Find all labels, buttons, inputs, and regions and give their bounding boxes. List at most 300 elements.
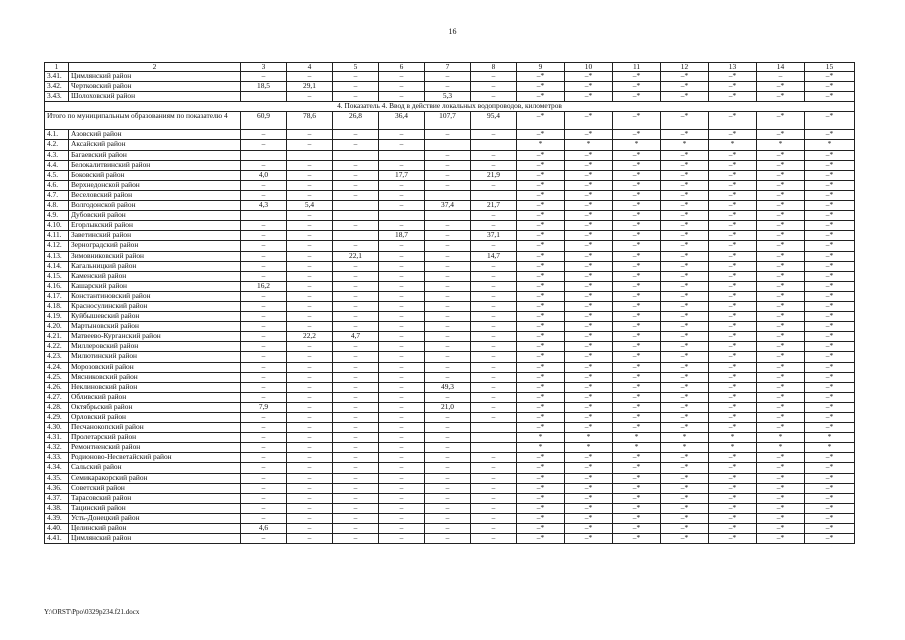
value-cell: – <box>287 72 333 82</box>
value-cell: –* <box>805 483 855 493</box>
value-cell: – <box>379 524 425 534</box>
table-row <box>45 231 855 241</box>
table-row <box>45 342 855 352</box>
row-index: 3.41. <box>45 72 69 82</box>
value-cell: –* <box>709 342 757 352</box>
value-cell: –* <box>709 322 757 332</box>
value-cell: – <box>379 82 425 92</box>
total-value-cell: 78,6 <box>287 112 333 130</box>
total-value-cell: 107,7 <box>425 112 471 130</box>
value-cell: –* <box>709 372 757 382</box>
value-cell: – <box>379 392 425 402</box>
value-cell: –* <box>805 211 855 221</box>
row-index: 4.28. <box>45 402 69 412</box>
value-cell: – <box>471 473 517 483</box>
value-cell: – <box>379 443 425 453</box>
table-row <box>45 352 855 362</box>
value-cell: – <box>241 180 287 190</box>
value-cell: –* <box>709 473 757 483</box>
value-cell: – <box>379 92 425 102</box>
value-cell: –* <box>517 413 565 423</box>
value-cell: – <box>471 392 517 402</box>
value-cell: –* <box>661 503 709 513</box>
row-index: 4.17. <box>45 291 69 301</box>
value-cell: – <box>471 322 517 332</box>
value-cell: –* <box>565 372 613 382</box>
value-cell: – <box>241 231 287 241</box>
value-cell: – <box>425 332 471 342</box>
row-index: 4.13. <box>45 251 69 261</box>
table-row <box>45 92 855 102</box>
value-cell: –* <box>805 453 855 463</box>
value-cell: –* <box>757 423 805 433</box>
value-cell: –* <box>565 190 613 200</box>
value-cell: –* <box>565 413 613 423</box>
value-cell: –* <box>661 332 709 342</box>
value-cell: – <box>471 150 517 160</box>
value-cell: – <box>287 362 333 372</box>
value-cell: – <box>471 312 517 322</box>
value-cell: –* <box>757 402 805 412</box>
value-cell: –* <box>757 513 805 523</box>
value-cell <box>333 231 379 241</box>
column-header: 11 <box>613 63 661 72</box>
value-cell: – <box>425 352 471 362</box>
value-cell: – <box>425 524 471 534</box>
value-cell: –* <box>565 322 613 332</box>
value-cell: –* <box>517 372 565 382</box>
value-cell: –* <box>613 423 661 433</box>
value-cell: – <box>333 170 379 180</box>
value-cell: – <box>287 483 333 493</box>
value-cell: –* <box>805 372 855 382</box>
value-cell: –* <box>805 473 855 483</box>
section-title: 4. Показатель 4. Ввод в действие локальных водопроводов, километров <box>45 102 855 112</box>
row-index: 4.30. <box>45 423 69 433</box>
row-index: 4.26. <box>45 382 69 392</box>
value-cell: – <box>379 372 425 382</box>
row-index: 4.6. <box>45 180 69 190</box>
data-table <box>44 62 855 544</box>
value-cell: –* <box>805 231 855 241</box>
table-row <box>45 160 855 170</box>
value-cell: – <box>241 241 287 251</box>
value-cell: –* <box>709 92 757 102</box>
value-cell: –* <box>517 524 565 534</box>
table-row <box>45 513 855 523</box>
value-cell: –* <box>517 201 565 211</box>
value-cell: –* <box>517 463 565 473</box>
value-cell: –* <box>805 524 855 534</box>
value-cell: – <box>425 82 471 92</box>
value-cell: –* <box>805 402 855 412</box>
value-cell: –* <box>613 473 661 483</box>
value-cell: –* <box>661 170 709 180</box>
row-index: 4.19. <box>45 312 69 322</box>
row-index: 4.5. <box>45 170 69 180</box>
value-cell: – <box>471 524 517 534</box>
value-cell: – <box>379 433 425 443</box>
value-cell: –* <box>613 170 661 180</box>
value-cell: –* <box>565 524 613 534</box>
district-name: Тарасовский район <box>69 493 241 503</box>
district-name: Морозовский район <box>69 362 241 372</box>
value-cell: – <box>471 402 517 412</box>
district-name: Ремонтненский район <box>69 443 241 453</box>
value-cell: –* <box>805 534 855 544</box>
value-cell: –* <box>661 221 709 231</box>
value-cell: –* <box>517 261 565 271</box>
row-index: 4.24. <box>45 362 69 372</box>
value-cell: – <box>241 221 287 231</box>
value-cell: –* <box>661 423 709 433</box>
value-cell: –* <box>613 392 661 402</box>
value-cell: –* <box>805 322 855 332</box>
table-row <box>45 382 855 392</box>
value-cell: – <box>333 443 379 453</box>
value-cell <box>241 211 287 221</box>
value-cell: –* <box>613 312 661 322</box>
value-cell: –* <box>709 180 757 190</box>
column-header: 8 <box>471 63 517 72</box>
value-cell: 16,2 <box>241 281 287 291</box>
value-cell: – <box>379 130 425 140</box>
value-cell: –* <box>757 524 805 534</box>
district-name: Аксайский район <box>69 140 241 150</box>
value-cell: * <box>709 443 757 453</box>
value-cell: –* <box>757 312 805 322</box>
district-name: Мартыновский район <box>69 322 241 332</box>
row-index: 4.33. <box>45 453 69 463</box>
value-cell: 29,1 <box>287 82 333 92</box>
value-cell: – <box>471 493 517 503</box>
value-cell: –* <box>661 402 709 412</box>
value-cell: –* <box>517 301 565 311</box>
value-cell: – <box>241 453 287 463</box>
value-cell: – <box>287 251 333 261</box>
value-cell: – <box>333 312 379 322</box>
value-cell: –* <box>805 463 855 473</box>
value-cell: –* <box>661 291 709 301</box>
table-row <box>45 130 855 140</box>
column-header: 15 <box>805 63 855 72</box>
value-cell: –* <box>661 342 709 352</box>
total-value-cell: 60,9 <box>241 112 287 130</box>
value-cell: –* <box>805 392 855 402</box>
value-cell: – <box>471 483 517 493</box>
value-cell: – <box>425 413 471 423</box>
value-cell: – <box>287 453 333 463</box>
value-cell: –* <box>613 493 661 503</box>
value-cell: 4,0 <box>241 170 287 180</box>
table-row <box>45 140 855 150</box>
total-value-cell: –* <box>517 112 565 130</box>
value-cell <box>241 92 287 102</box>
value-cell: –* <box>613 372 661 382</box>
value-cell: –* <box>805 382 855 392</box>
row-index: 4.7. <box>45 190 69 200</box>
table-row <box>45 82 855 92</box>
value-cell: – <box>241 291 287 301</box>
column-header: 9 <box>517 63 565 72</box>
value-cell: –* <box>517 72 565 82</box>
value-cell: – <box>471 301 517 311</box>
value-cell: – <box>241 271 287 281</box>
value-cell: –* <box>517 180 565 190</box>
value-cell: 17,7 <box>379 170 425 180</box>
value-cell: –* <box>565 463 613 473</box>
value-cell: – <box>379 332 425 342</box>
value-cell: –* <box>661 362 709 372</box>
value-cell: * <box>757 140 805 150</box>
value-cell: –* <box>565 92 613 102</box>
value-cell: – <box>333 513 379 523</box>
value-cell: –* <box>805 513 855 523</box>
district-name: Неклиновский район <box>69 382 241 392</box>
value-cell: – <box>471 342 517 352</box>
value-cell: –* <box>565 150 613 160</box>
value-cell: – <box>379 221 425 231</box>
column-header: 12 <box>661 63 709 72</box>
value-cell: – <box>333 130 379 140</box>
value-cell: –* <box>613 332 661 342</box>
value-cell: – <box>287 322 333 332</box>
value-cell: –* <box>805 130 855 140</box>
value-cell: –* <box>613 271 661 281</box>
value-cell: –* <box>805 291 855 301</box>
row-index: 4.36. <box>45 483 69 493</box>
value-cell: – <box>379 463 425 473</box>
value-cell: –* <box>757 483 805 493</box>
value-cell: – <box>333 413 379 423</box>
value-cell: –* <box>709 312 757 322</box>
value-cell: – <box>241 301 287 311</box>
row-index: 4.23. <box>45 352 69 362</box>
value-cell: –* <box>613 503 661 513</box>
value-cell: – <box>425 271 471 281</box>
value-cell: – <box>333 372 379 382</box>
value-cell: –* <box>565 170 613 180</box>
value-cell: –* <box>565 301 613 311</box>
value-cell: –* <box>517 362 565 372</box>
table-row <box>45 524 855 534</box>
total-value-cell: 95,4 <box>471 112 517 130</box>
value-cell: –* <box>613 524 661 534</box>
value-cell <box>241 150 287 160</box>
district-name: Чертковский район <box>69 82 241 92</box>
value-cell: –* <box>517 271 565 281</box>
district-name: Шолоховский район <box>69 92 241 102</box>
value-cell: –* <box>565 423 613 433</box>
value-cell: – <box>379 473 425 483</box>
row-index: 4.14. <box>45 261 69 271</box>
value-cell: –* <box>517 281 565 291</box>
table-row <box>45 281 855 291</box>
value-cell: – <box>379 413 425 423</box>
value-cell <box>425 140 471 150</box>
value-cell: –* <box>709 513 757 523</box>
value-cell: –* <box>805 332 855 342</box>
value-cell <box>471 190 517 200</box>
value-cell: –* <box>565 493 613 503</box>
value-cell: – <box>333 160 379 170</box>
table-row <box>45 201 855 211</box>
district-name: Веселовский район <box>69 190 241 200</box>
value-cell: – <box>287 261 333 271</box>
value-cell: –* <box>613 190 661 200</box>
column-header: 10 <box>565 63 613 72</box>
value-cell: – <box>241 261 287 271</box>
district-name: Орловский район <box>69 413 241 423</box>
value-cell: –* <box>613 130 661 140</box>
value-cell: – <box>425 443 471 453</box>
row-index: 3.42. <box>45 82 69 92</box>
value-cell: –* <box>613 72 661 82</box>
value-cell: –* <box>661 301 709 311</box>
value-cell: – <box>425 301 471 311</box>
value-cell: 7,9 <box>241 402 287 412</box>
value-cell: –* <box>661 524 709 534</box>
district-name: Зимовниковский район <box>69 251 241 261</box>
value-cell: –* <box>709 130 757 140</box>
row-index: 4.18. <box>45 301 69 311</box>
column-header: 14 <box>757 63 805 72</box>
value-cell: – <box>379 503 425 513</box>
value-cell: –* <box>613 150 661 160</box>
district-name: Константиновский район <box>69 291 241 301</box>
column-header: 1 <box>45 63 69 72</box>
value-cell: –* <box>709 301 757 311</box>
value-cell: – <box>241 312 287 322</box>
value-cell: – <box>287 372 333 382</box>
value-cell: –* <box>661 92 709 102</box>
value-cell: 37,1 <box>471 231 517 241</box>
value-cell: * <box>661 140 709 150</box>
value-cell: –* <box>565 382 613 392</box>
value-cell: –* <box>805 423 855 433</box>
value-cell: 4,6 <box>241 524 287 534</box>
row-index: 4.21. <box>45 332 69 342</box>
value-cell: – <box>333 402 379 412</box>
value-cell: – <box>241 72 287 82</box>
value-cell: –* <box>613 483 661 493</box>
value-cell: – <box>287 92 333 102</box>
value-cell: –* <box>517 322 565 332</box>
value-cell: – <box>425 362 471 372</box>
value-cell: –* <box>613 211 661 221</box>
value-cell <box>471 443 517 453</box>
value-cell: – <box>425 503 471 513</box>
table-row <box>45 271 855 281</box>
total-value-cell: –* <box>805 112 855 130</box>
value-cell: – <box>333 342 379 352</box>
value-cell: –* <box>757 251 805 261</box>
value-cell: –* <box>613 322 661 332</box>
value-cell: – <box>333 72 379 82</box>
value-cell: –* <box>565 201 613 211</box>
value-cell: –* <box>757 291 805 301</box>
table-row <box>45 150 855 160</box>
value-cell: – <box>333 493 379 503</box>
value-cell: –* <box>661 150 709 160</box>
value-cell: – <box>425 423 471 433</box>
value-cell: –* <box>661 322 709 332</box>
value-cell: –* <box>757 493 805 503</box>
value-cell: –* <box>757 150 805 160</box>
value-cell: – <box>287 271 333 281</box>
value-cell: – <box>471 503 517 513</box>
row-index: 4.4. <box>45 160 69 170</box>
value-cell: – <box>333 322 379 332</box>
value-cell: –* <box>805 201 855 211</box>
value-cell: –* <box>709 503 757 513</box>
value-cell: – <box>241 443 287 453</box>
value-cell: 37,4 <box>425 201 471 211</box>
value-cell: 18,5 <box>241 82 287 92</box>
table-row <box>45 463 855 473</box>
value-cell: – <box>425 453 471 463</box>
district-name: Усть-Донецкий район <box>69 513 241 523</box>
value-cell: –* <box>661 483 709 493</box>
value-cell: –* <box>757 241 805 251</box>
value-cell: –* <box>517 231 565 241</box>
table-row <box>45 402 855 412</box>
value-cell: – <box>379 190 425 200</box>
value-cell: * <box>661 443 709 453</box>
value-cell: –* <box>661 130 709 140</box>
row-index: 3.43. <box>45 92 69 102</box>
district-name: Куйбышевский район <box>69 312 241 322</box>
value-cell: –* <box>613 180 661 190</box>
district-name: Мясниковский район <box>69 372 241 382</box>
value-cell: – <box>287 402 333 412</box>
value-cell: –* <box>757 201 805 211</box>
value-cell: – <box>241 392 287 402</box>
value-cell: – <box>287 342 333 352</box>
value-cell: – <box>333 453 379 463</box>
value-cell: * <box>805 140 855 150</box>
row-index: 4.35. <box>45 473 69 483</box>
value-cell: – <box>241 140 287 150</box>
value-cell: 21,0 <box>425 402 471 412</box>
value-cell: – <box>425 291 471 301</box>
value-cell: –* <box>709 231 757 241</box>
value-cell: – <box>287 463 333 473</box>
value-cell: – <box>287 433 333 443</box>
value-cell: –* <box>565 221 613 231</box>
value-cell: * <box>613 140 661 150</box>
value-cell: – <box>241 372 287 382</box>
value-cell: * <box>517 443 565 453</box>
value-cell: – <box>287 170 333 180</box>
district-name: Верхнедонской район <box>69 180 241 190</box>
value-cell: – <box>333 524 379 534</box>
value-cell: – <box>471 221 517 231</box>
value-cell: – <box>471 261 517 271</box>
table-row <box>45 423 855 433</box>
table-row <box>45 291 855 301</box>
value-cell: – <box>471 271 517 281</box>
value-cell: –* <box>709 413 757 423</box>
value-cell: –* <box>661 180 709 190</box>
total-value-cell: –* <box>565 112 613 130</box>
row-index: 4.27. <box>45 392 69 402</box>
table-row <box>45 322 855 332</box>
section-title-row <box>45 102 855 112</box>
value-cell: –* <box>757 453 805 463</box>
table-row <box>45 413 855 423</box>
row-index: 4.15. <box>45 271 69 281</box>
